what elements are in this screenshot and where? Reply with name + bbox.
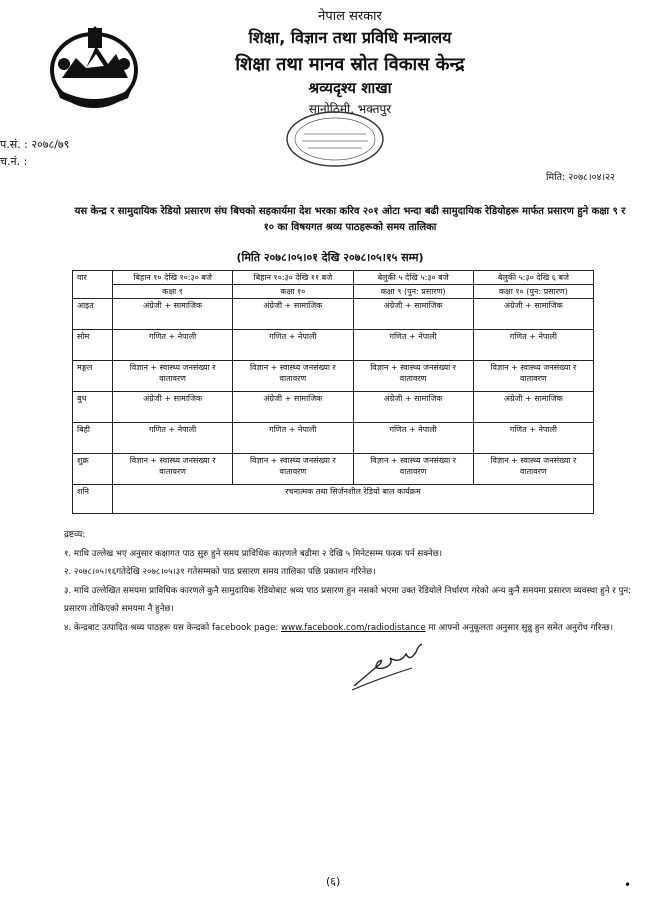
subject-cell: अंग्रेजी + सामाजिक [233, 299, 353, 330]
day-cell: बुध [73, 392, 113, 423]
page-number: (६) [326, 875, 341, 888]
office-stamp [280, 108, 390, 170]
column-time: बेलुकी ५ देखि ५:३० बजे [353, 271, 473, 285]
notes-section [64, 526, 639, 637]
subject-cell: अंग्रेजी + सामाजिक [353, 392, 473, 423]
section-name: श्रव्यदृश्य शाखा [308, 79, 392, 97]
day-header: वार [73, 271, 113, 299]
table-row [73, 361, 594, 392]
table-row [73, 330, 594, 361]
subject-cell: अंग्रेजी + सामाजिक [233, 392, 353, 423]
nepal-government-emblem [44, 24, 144, 110]
subject-cell: गणित + नेपाली [473, 330, 593, 361]
day-cell: आइत [73, 299, 113, 330]
intro-paragraph: यस केन्द्र र सामुदायिक रेडियो प्रसारण संघ बिचको सहकार्यमा देश भरका करिव २०१ ओटा भन्दा बढी सामुदायिक रेडियोहरू मार्फत प्रसारण हुने कक्षा ९ र १० का विषयगत श्रव्य पाठहरूको समय तालिका [74, 206, 626, 233]
table-header-time-row [73, 271, 594, 285]
subject-cell: गणित + नेपाली [233, 330, 353, 361]
subject-cell: विज्ञान + स्वास्थ्य जनसंख्या र वातावरण [113, 361, 233, 392]
subject-cell: गणित + नेपाली [473, 423, 593, 454]
day-cell: मङ्गल [73, 361, 113, 392]
subject-cell: अंग्रेजी + सामाजिक [473, 299, 593, 330]
letter-date: मिति: २०७८।०४।२२ [546, 172, 615, 183]
office-name: शिक्षा तथा मानव स्रोत विकास केन्द्र [235, 54, 465, 75]
subject-cell: विज्ञान + स्वास्थ्य जनसंख्या र वातावरण [473, 361, 593, 392]
subject-cell: अंग्रेजी + सामाजिक [473, 392, 593, 423]
subject-cell: गणित + नेपाली [353, 330, 473, 361]
facebook-page-link[interactable]: www.facebook.com/radiodistance [281, 622, 426, 633]
day-cell: बिही [73, 423, 113, 454]
subject-cell: विज्ञान + स्वास्थ्य जनसंख्या र वातावरण [233, 454, 353, 485]
office-address: सानोठिमी, भक्तपुर [308, 102, 392, 116]
dispatch-number: च.नं. : [0, 155, 28, 168]
column-class: कक्षा ९ (पुन: प्रसारण) [353, 285, 473, 299]
note-item-4-prefix: ४. केन्द्रबाट उत्पादित श्रव्य पाठहरू यस केन्द्रको facebook page: [64, 622, 279, 633]
subject-cell: अंग्रेजी + सामाजिक [113, 392, 233, 423]
table-row [73, 392, 594, 423]
column-time: बिहान १०:३० देखि ११ बजे [233, 271, 353, 285]
subject-cell: गणित + नेपाली [233, 423, 353, 454]
column-time: बिहान १० देखि १०:३० बजे [113, 271, 233, 285]
subject-cell: गणित + नेपाली [353, 423, 473, 454]
note-item-4-suffix: मा आफ्नो अनुकूलता अनुसार सुन्नु हुन समेत अनुरोध गरिन्छ। [428, 622, 613, 633]
table-row [73, 454, 594, 485]
note-item: २. २०७८।०५।१६गतेदेखि २०७८।०५।३१ गतेसम्मको पाठ प्रसारण समय तालिका पछि प्रकाशन गरिनेछ। [64, 567, 376, 577]
saturday-program-cell: रचनात्मक तथा सिर्जनशील रेडियो बाल कार्यक्रम [113, 485, 594, 514]
table-row-saturday [73, 485, 594, 514]
subject-cell: गणित + नेपाली [113, 423, 233, 454]
table-header-class-row [73, 285, 594, 299]
column-class: कक्षा ९ [113, 285, 233, 299]
subject-cell: विज्ञान + स्वास्थ्य जनसंख्या र वातावरण [233, 361, 353, 392]
subject-cell: विज्ञान + स्वास्थ्य जनसंख्या र वातावरण [353, 454, 473, 485]
signature [350, 634, 432, 694]
note-item: १. माथि उल्लेख भए अनुसार कक्षागत पाठ सुरु हुने समय प्राविधिक कारणले बढीमा २ देखि ५ मिनेटसम्म फरक पर्न सक्नेछ। [64, 548, 442, 559]
reference-number: प.सं. : २०७८/७९ [0, 138, 70, 151]
column-class: कक्षा १० (पुन: प्रसारण) [473, 285, 593, 299]
day-cell: सोम [73, 330, 113, 361]
broadcast-schedule-table [72, 270, 594, 514]
day-cell: शनि [73, 485, 113, 514]
subject-cell: विज्ञान + स्वास्थ्य जनसंख्या र वातावरण [353, 361, 473, 392]
subject-cell: विज्ञान + स्वास्थ्य जनसंख्या र वातावरण [113, 454, 233, 485]
table-row [73, 299, 594, 330]
header-line-1: नेपाल सरकार [318, 9, 382, 24]
page-mark: • [624, 878, 632, 892]
notes-label: द्रष्टव्य: [64, 530, 86, 540]
subject-cell: विज्ञान + स्वास्थ्य जनसंख्या र वातावरण [473, 454, 593, 485]
day-cell: शुक्र [73, 454, 113, 485]
ministry-name: शिक्षा, विज्ञान तथा प्रविधि मन्त्रालय [248, 28, 452, 47]
column-class: कक्षा १० [233, 285, 353, 299]
subject-cell: अंग्रेजी + सामाजिक [113, 299, 233, 330]
table-row [73, 423, 594, 454]
subject-cell: अंग्रेजी + सामाजिक [353, 299, 473, 330]
column-time: बेलुकी ५:३० देखि ६ बजे [473, 271, 593, 285]
subject-cell: गणित + नेपाली [113, 330, 233, 361]
schedule-date-range: (मिति २०७८।०५।०१ देखि २०७८।०५।१५ सम्म) [236, 251, 424, 264]
note-item: ३. माथि उल्लेखित समयमा प्राविधिक कारणले कुनै सामुदायिक रेडियोबाट श्रव्य पाठ प्रसारण हुन नसको भएमा उक्त रेडियोले निर्धारण गरेको अन्य कुनै समयमा प्रसारण व्यवस्था हुने र पुन: प्रसारण तोकिएको समयमा नै हुनेछ। [64, 585, 631, 614]
